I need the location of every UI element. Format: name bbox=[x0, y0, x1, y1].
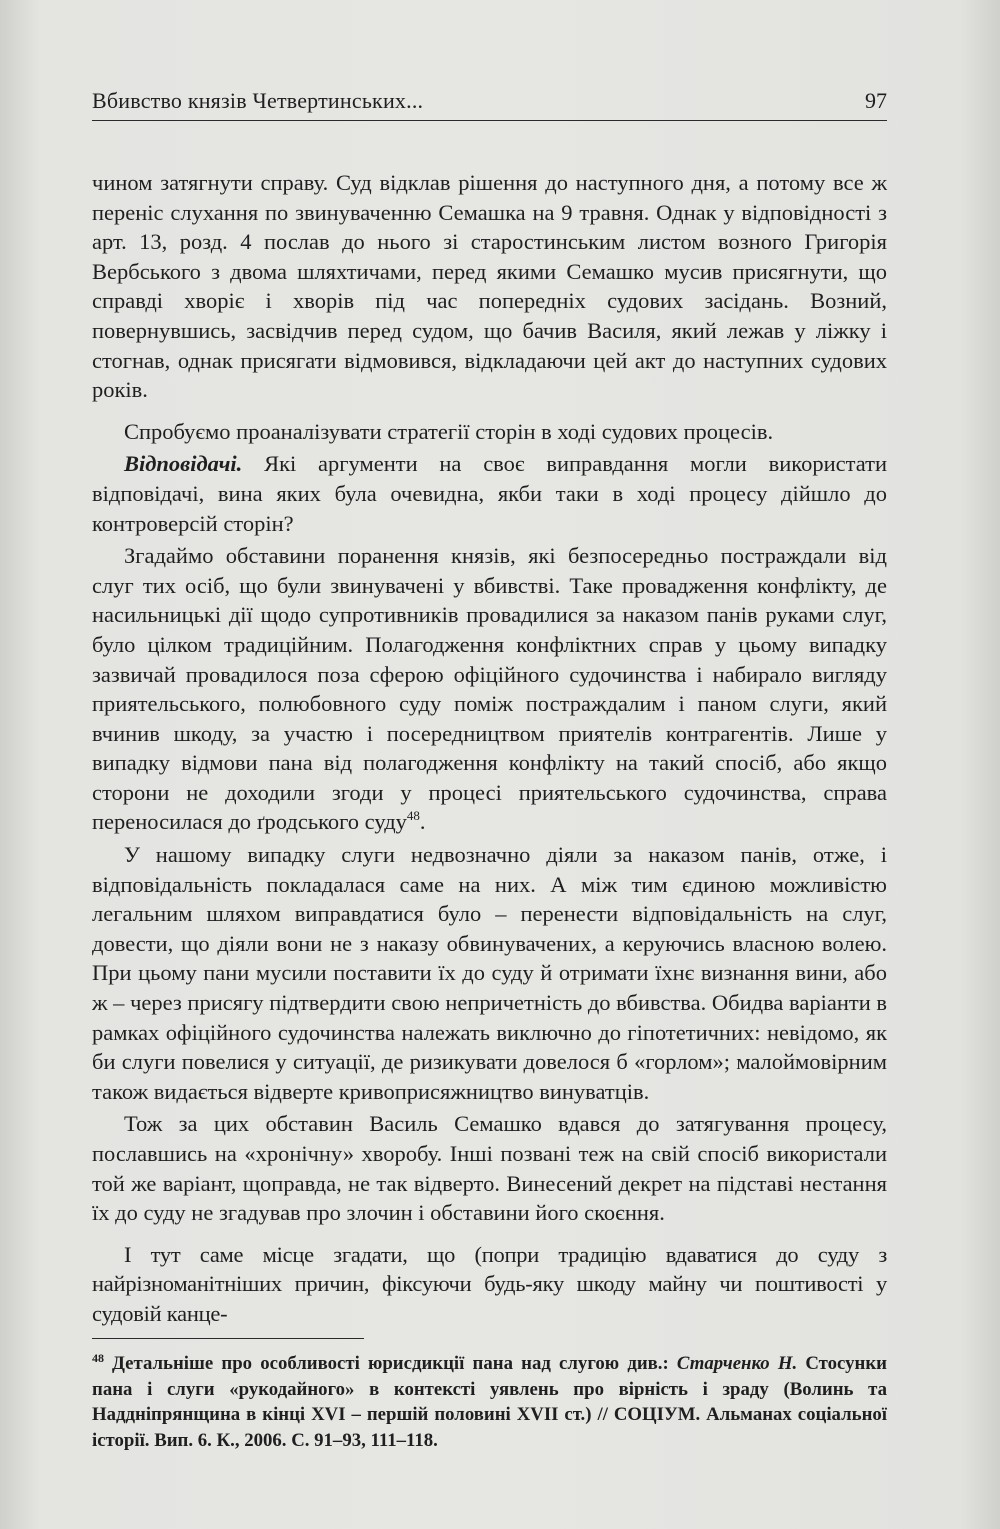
paragraph-our-case: У нашому випадку слуги недвозначно діяли за наказом панів, отже, і відповідальність покладалася саме на них. А між тим єдиною можливістю легальним шляхом виправдатися було – перенести відповідальність на слуг, довести, що діяли вони не з наказу обвинувачених, а керуючись власною волею. При цьому пани мусили поставити їх до суду й отримати їхнє визнання вини, або ж – через присягу підтвердити свою непричетність до вбивства. Обидва варіанти в рамках офіційного судочинства належать виключно до гіпотетичних: невідомо, як би слуги повелися у ситуації, де ризикувати довелося б «горлом»; малоймовірним також видається відверте кривоприсяжництво винуватців. bbox=[92, 842, 887, 1104]
running-title: Вбивство князів Четвертинських... bbox=[92, 88, 424, 113]
paragraph-circumstances-tail: . bbox=[419, 809, 426, 835]
running-header bbox=[92, 88, 887, 121]
footnote-divider bbox=[92, 1338, 364, 1339]
paragraph-strategy-intro: Спробуємо проаналізувати стратегії сторін в ході судових процесів. bbox=[124, 418, 774, 444]
footnote-48 bbox=[92, 1346, 887, 1453]
page-number: 97 bbox=[865, 88, 887, 113]
paragraph-continuation: чином затягнути справу. Суд відклав рішення до наступного дня, а потому все ж переніс слухання по звинуваченню Семашка на 9 травня. Однак у відповідності з арт. 13, розд. 4 послав до нього зі старостинським листом возного Григорія Вербського з двома шляхтичами, перед якими Семашко мусив присягнути, що справді хворіє і хворів під час попередніх судових засідань. Возний, повернувшись, засвідчив перед судом, що бачив Василя, який лежав у ліжку і стогнав, однак присягати відмовився, відкладаючи цей акт до наступних судових років. bbox=[92, 170, 887, 403]
paragraph-tradition: І тут саме місце згадати, що (попри традицію вдаватися до суду з найрізноманітніших причин, фіксуючи будь-яку шкоду майну чи поштивості у судовій канце- bbox=[92, 1241, 887, 1326]
paragraph-circumstances-text: Згадаймо обставини поранення князів, які безпосередньо постраждали від слуг тих осіб, що були звинувачені у вбивстві. Таке провадження конфлікту, де насильницькі дії щодо супротивників провадилися за наказом панів руками слуг, було цілком традиційним. Полагодження конфліктних справ у цьому випадку зазвичай провадилося поза сферою офіційного судочинства і набирало вигляду приятельського, полюбовного суду поміж постраждалим і паном слуги, який вчинив шкоду, за участю і посередництвом приятелів контрагентів. Лише у випадку відмови пана від полагодження конфлікту на такий спосіб, або якщо сторони не доходили згоди у процесі приятельського судочинства, справа переносилася до ґродського суду bbox=[92, 543, 887, 835]
section-run-in-heading: Відповідачі. bbox=[124, 451, 243, 477]
footnote-lead: Детальніше про особливості юрисдикції пана над слугою див.: bbox=[112, 1353, 677, 1374]
paragraph-defendants-text: Які аргументи на своє виправдання могли використати відповідачі, вина яких була очевидна, якби таки в ході процесу дійшло до контроверсій сторін? bbox=[92, 451, 887, 536]
footnote-reference[interactable]: 48 bbox=[406, 808, 420, 824]
footnote-citation: Стосунки пана і слуги «рукодайного» в контексті уявлень про вірність і зраду (Волинь та Наддніпрянщина в кінці XVI – першій половині XVII ст.) // СОЦІУМ. Альманах соціальної історії. Вип. 6. К., 2006. С. 91–93, 111–118. bbox=[92, 1353, 887, 1451]
paragraph-defendants bbox=[92, 449, 887, 538]
footnote-number: 48 bbox=[92, 1351, 104, 1365]
footnote-author: Старченко Н. bbox=[676, 1353, 798, 1374]
paragraph-semashko: Тож за цих обставин Василь Семашко вдався до затягування процесу, пославшись на «хронічну» хворобу. Інші позвані теж на свій спосіб використали той же варіант, щоправда, не так відверто. Винесений декрет на підставі нестання їх до суду не згадував про злочин і обставини його скоєння. bbox=[92, 1111, 887, 1226]
paragraph-circumstances bbox=[92, 541, 887, 837]
main-text bbox=[92, 168, 887, 1329]
